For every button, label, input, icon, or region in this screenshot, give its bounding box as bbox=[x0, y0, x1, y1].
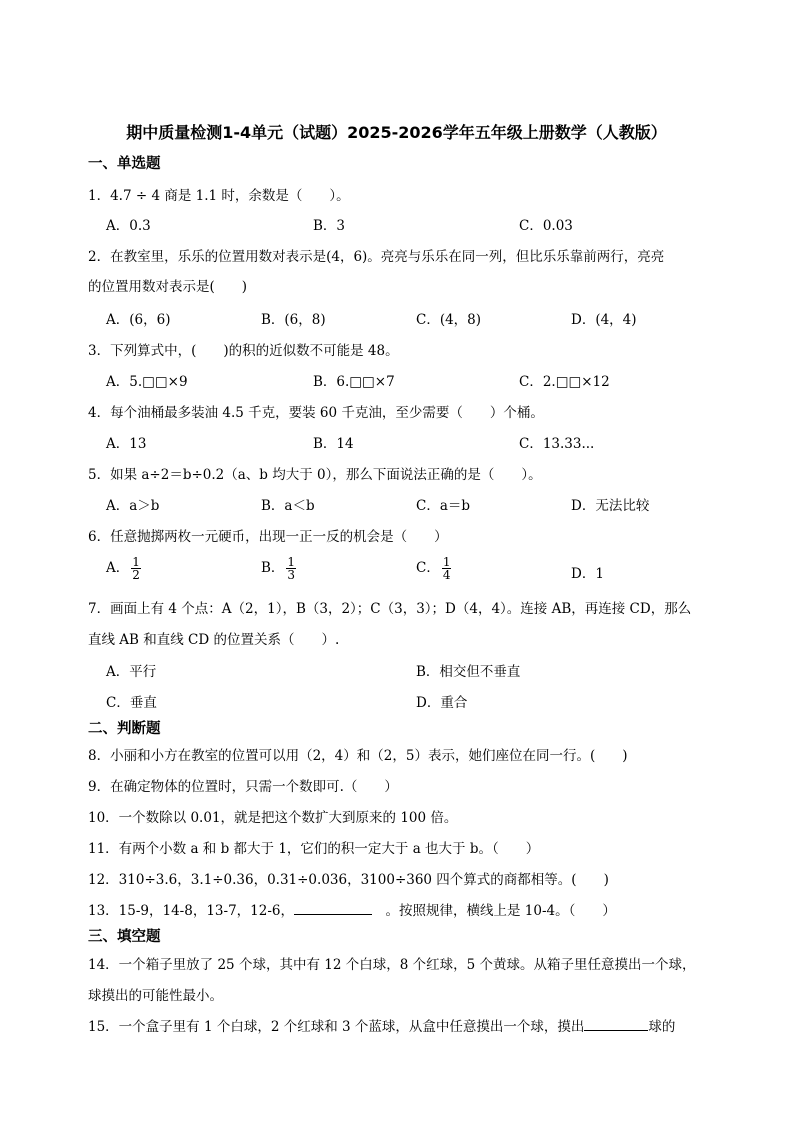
section-heading-single-choice: 一、单选题 bbox=[88, 156, 161, 172]
q5-option-d: D．无法比较 bbox=[571, 498, 650, 514]
q4-option-b: B．14 bbox=[313, 436, 354, 452]
section-heading-fill-in: 三、填空题 bbox=[88, 929, 161, 945]
question-13-text-end: 。按照规律，横线上是 10-4。（ ） bbox=[372, 903, 616, 919]
fraction-numerator: 1 bbox=[132, 555, 140, 569]
question-15 bbox=[88, 1015, 675, 1035]
q6-option-a bbox=[106, 556, 141, 581]
q6-option-b bbox=[261, 556, 296, 581]
question-7-line-1: 7．画面上有 4 个点：A（2，1），B（3，2）；C（3，3）；D（4，4）。连接 AB，再连接 CD，那么 bbox=[88, 601, 692, 617]
question-14-line-2: 球摸出的可能性最小。 bbox=[88, 988, 223, 1004]
question-2-line-2: 的位置用数对表示是( ) bbox=[88, 279, 248, 295]
question-9: 9．在确定物体的位置时，只需一个数即可.（ ） bbox=[88, 779, 398, 795]
q7-option-d: D．重合 bbox=[416, 695, 468, 711]
fraction-denominator: 4 bbox=[442, 568, 451, 582]
answer-blank[interactable] bbox=[584, 1018, 648, 1031]
q7-option-c: C．垂直 bbox=[106, 695, 157, 711]
q4-option-a: A．13 bbox=[106, 436, 147, 452]
fraction-one-quarter bbox=[442, 556, 452, 581]
q2-option-c: C．(4，8) bbox=[416, 312, 482, 328]
q5-option-a: A．a＞b bbox=[106, 498, 160, 514]
question-7-line-2: 直线 AB 和直线 CD 的位置关系（ ）. bbox=[88, 632, 340, 648]
section-heading-true-false: 二、判断题 bbox=[88, 721, 161, 737]
question-13 bbox=[88, 899, 616, 919]
q1-option-c: C．0.03 bbox=[519, 218, 573, 234]
fraction-one-half bbox=[131, 556, 141, 581]
q2-option-b: B．(6，8) bbox=[261, 312, 326, 328]
fraction-one-third bbox=[286, 556, 296, 581]
q6-option-c bbox=[416, 556, 451, 581]
q7-option-a: A．平行 bbox=[106, 664, 157, 680]
q5-option-c: C．a＝b bbox=[416, 498, 471, 514]
q1-option-a: A．0.3 bbox=[106, 218, 151, 234]
q1-option-b: B．3 bbox=[313, 218, 346, 234]
question-3: 3．下列算式中，( )的积的近似数不可能是 48。 bbox=[88, 343, 399, 359]
answer-blank[interactable] bbox=[294, 902, 372, 915]
question-1: 1．4.7 ÷ 4 商是 1.1 时，余数是（ ）。 bbox=[88, 188, 350, 204]
question-8: 8．小丽和小方在教室的位置可以用（2，4）和（2，5）表示，她们座位在同一行。( ) bbox=[88, 748, 628, 764]
fraction-numerator: 1 bbox=[287, 555, 296, 569]
question-11: 11．有两个小数 a 和 b 都大于 1，它们的积一定大于 a 也大于 b。（ ） bbox=[88, 841, 540, 857]
fraction-numerator: 1 bbox=[442, 555, 451, 569]
question-13-text: 13．15-9，14-8，13-7，12-6， bbox=[88, 903, 294, 919]
question-6: 6．任意抛掷两枚一元硬币，出现一正一反的机会是（ ） bbox=[88, 529, 448, 545]
question-2-line-1: 2．在教室里，乐乐的位置用数对表示是(4，6)。亮亮与乐乐在同一列，但比乐乐靠前两行，亮亮 bbox=[88, 249, 665, 265]
q2-option-a: A．(6，6) bbox=[106, 312, 171, 328]
q3-option-b: B．6.□□×7 bbox=[313, 374, 395, 390]
q6-option-c-label: C． bbox=[416, 560, 440, 576]
question-4: 4．每个油桶最多装油 4.5 千克，要装 60 千克油，至少需要（ ）个桶。 bbox=[88, 405, 544, 421]
q3-option-a: A．5.□□×9 bbox=[106, 374, 188, 390]
q4-option-c: C．13.33... bbox=[519, 436, 595, 452]
q7-option-b: B．相交但不垂直 bbox=[416, 664, 521, 680]
q6-option-b-label: B． bbox=[261, 560, 285, 576]
question-15-text-end: 球的 bbox=[648, 1019, 676, 1035]
question-15-text: 15．一个盒子里有 1 个白球，2 个红球和 3 个蓝球，从盒中任意摸出一个球，摸出 bbox=[88, 1019, 585, 1035]
q5-option-b: B．a＜b bbox=[261, 498, 315, 514]
page-title: 期中质量检测1-4单元（试题）2025-2026学年五年级上册数学（人教版） bbox=[126, 123, 667, 142]
fraction-denominator: 3 bbox=[287, 568, 296, 582]
q3-option-c: C．2.□□×12 bbox=[519, 374, 610, 390]
q2-option-d: D．(4，4) bbox=[571, 312, 637, 328]
question-5: 5．如果 a÷2＝b÷0.2（a、b 均大于 0），那么下面说法正确的是（ ）。 bbox=[88, 467, 542, 483]
q6-option-a-label: A． bbox=[106, 560, 130, 576]
question-14-line-1: 14．一个箱子里放了 25 个球，其中有 12 个白球，8 个红球，5 个黄球。从箱子里任意摸出一个球， bbox=[88, 957, 696, 973]
fraction-denominator: 2 bbox=[132, 568, 140, 582]
question-10: 10．一个数除以 0.01，就是把这个数扩大到原来的 100 倍。 bbox=[88, 810, 458, 826]
question-12: 12．310÷3.6，3.1÷0.36，0.31÷0.036，3100÷360 四个算式的商都相等。( ) bbox=[88, 872, 609, 888]
q6-option-d: D．1 bbox=[571, 566, 604, 582]
